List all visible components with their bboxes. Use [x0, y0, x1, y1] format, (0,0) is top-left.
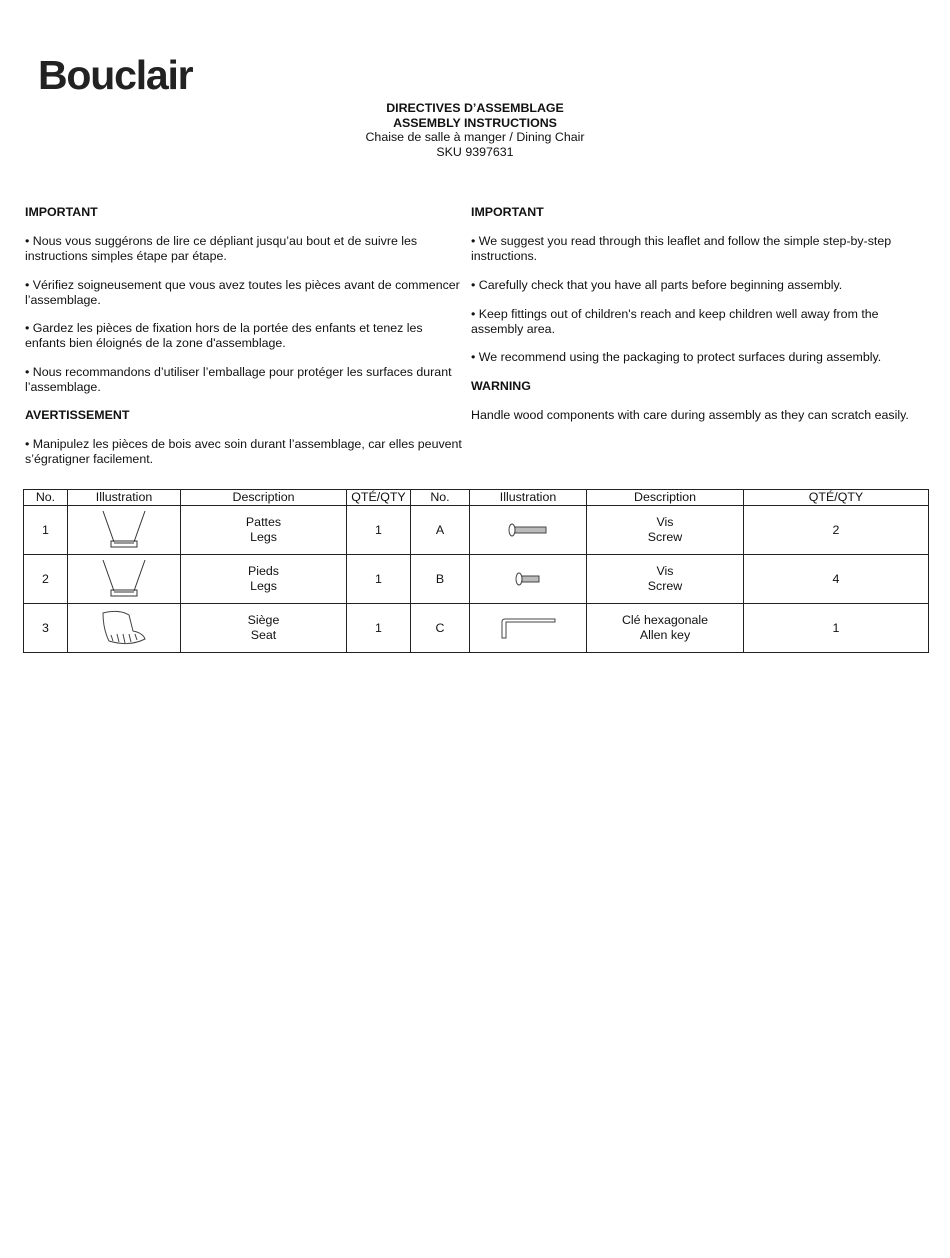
sku: SKU 9397631 [436, 144, 514, 159]
table-row [24, 506, 929, 555]
col-header: QTÉ/QTY [347, 490, 411, 506]
col-header: Description [181, 490, 347, 506]
title-fr: DIRECTIVES D’ASSEMBLAGE [386, 101, 564, 115]
col-header: No. [24, 490, 68, 506]
hardware-description [587, 604, 744, 653]
seat-illustration [68, 604, 181, 653]
product-name: Chaise de salle à manger / Dining Chair [365, 130, 585, 145]
fr-bullet: • Nous recommandons d’utiliser l’emballage pour protéger les surfaces durant l’assemblage. [25, 365, 452, 394]
hardware-no: B [411, 555, 470, 604]
en-warning-heading: WARNING [471, 379, 531, 393]
parts-table [23, 489, 929, 653]
part-description [181, 506, 347, 555]
desc-fr: Clé hexagonale [621, 613, 709, 628]
en-bullet: • Carefully check that you have all parts before beginning assembly. [471, 278, 843, 292]
part-qty: 1 [347, 506, 411, 555]
col-header: QTÉ/QTY [744, 490, 929, 506]
allen-key-illustration [470, 604, 587, 653]
legs-illustration [68, 506, 181, 555]
hardware-qty: 2 [744, 506, 929, 555]
part-no: 2 [24, 555, 68, 604]
col-header: No. [411, 490, 470, 506]
legs-illustration [68, 555, 181, 604]
part-description [181, 604, 347, 653]
desc-en: Seat [250, 628, 277, 642]
part-qty: 1 [347, 555, 411, 604]
fr-warning-heading: AVERTISSEMENT [25, 408, 130, 422]
brand-logo: Bouclair [38, 52, 193, 98]
fr-warning-text: • Manipulez les pièces de bois avec soin durant l’assemblage, car elles peuvent s’égratigner facilement. [25, 437, 462, 466]
en-bullet: • We recommend using the packaging to protect surfaces during assembly. [471, 350, 882, 364]
desc-en: Allen key [639, 628, 691, 642]
col-header: Illustration [470, 490, 587, 506]
en-bullet: • We suggest you read through this leaflet and follow the simple step-by-step instructions. [471, 234, 892, 263]
desc-fr: Vis [656, 564, 674, 579]
hardware-qty: 4 [744, 555, 929, 604]
en-warning-text: Handle wood components with care during assembly as they can scratch easily. [471, 408, 909, 422]
fr-bullet: • Vérifiez soigneusement que vous avez toutes les pièces avant de commencer l’assemblage. [25, 278, 460, 307]
desc-fr: Pieds [248, 564, 279, 579]
table-header-row [24, 490, 929, 506]
short-screw-illustration [470, 555, 587, 604]
hardware-no: C [411, 604, 470, 653]
table-row [24, 604, 929, 653]
desc-en: Legs [250, 579, 277, 593]
col-header: Illustration [68, 490, 181, 506]
desc-en: Legs [250, 530, 277, 544]
desc-en: Screw [647, 530, 683, 544]
part-qty: 1 [347, 604, 411, 653]
hardware-qty: 1 [744, 604, 929, 653]
desc-fr: Siège [247, 613, 280, 628]
fr-bullet: • Nous vous suggérons de lire ce dépliant jusqu’au bout et de suivre les instructions simples étape par étape. [25, 234, 418, 263]
en-important-heading: IMPORTANT [471, 205, 544, 219]
part-no: 1 [24, 506, 68, 555]
hardware-description [587, 555, 744, 604]
long-screw-illustration [470, 506, 587, 555]
document-header [0, 101, 950, 159]
desc-fr: Vis [656, 515, 674, 530]
table-row [24, 555, 929, 604]
col-header: Description [587, 490, 744, 506]
title-en: ASSEMBLY INSTRUCTIONS [393, 115, 557, 130]
part-description [181, 555, 347, 604]
en-bullet: • Keep fittings out of children's reach and keep children well away from the assembly area. [471, 307, 879, 336]
part-no: 3 [24, 604, 68, 653]
fr-important-heading: IMPORTANT [25, 205, 98, 219]
desc-en: Screw [647, 579, 683, 593]
hardware-no: A [411, 506, 470, 555]
fr-bullet: • Gardez les pièces de fixation hors de la portée des enfants et tenez les enfants bien éloignés de la zone d'assemblage. [25, 321, 423, 350]
hardware-description [587, 506, 744, 555]
desc-fr: Pattes [245, 515, 282, 530]
